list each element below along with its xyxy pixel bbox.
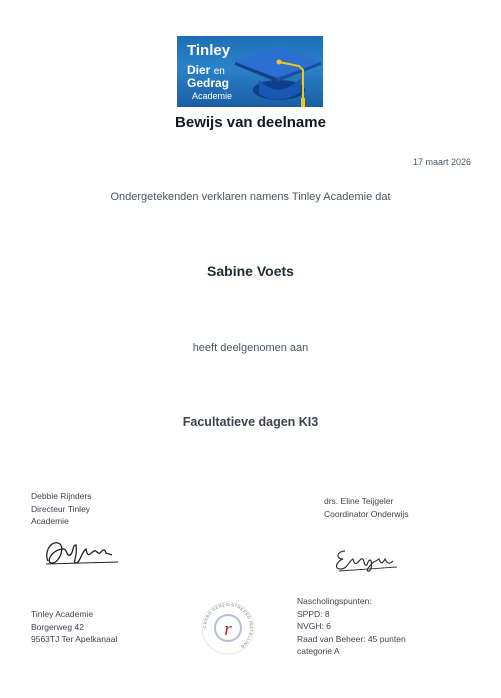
signature-right: [331, 545, 401, 575]
logo-text-gedrag: Gedrag: [187, 76, 230, 90]
seal-ring-text: CRKBO GEREGISTREERD INSTELLING: [201, 601, 255, 650]
logo-word-dier: Dier: [187, 63, 211, 77]
signatory-right: [324, 495, 409, 520]
certificate-title: Bewijs van deelname: [175, 114, 326, 131]
organisation-address: [31, 608, 117, 646]
nascholingspunten: [297, 595, 406, 658]
seal-letter: r: [224, 619, 232, 640]
took-part-text: heeft deelgenomen aan: [192, 342, 309, 354]
participant-name: Sabine Voets: [207, 263, 294, 279]
signatory-right-name: drs. Eline Teijgeler: [324, 496, 394, 506]
signatory-left: [31, 490, 91, 528]
logo-text-academie: Academie: [192, 91, 233, 101]
intro-text: Ondergetekenden verklaren namens Tinley Academie dat: [110, 191, 391, 203]
logo-word-en: en: [213, 66, 225, 77]
signatory-left-role1: Directeur Tinley: [31, 503, 91, 514]
signatory-right-role: Coordinator Onderwijs: [324, 508, 409, 519]
crkbo-seal-icon: [200, 600, 256, 656]
address-city: 9563TJ Ter Apelkanaal: [31, 634, 118, 644]
graduation-cap-icon: [229, 40, 323, 107]
points-nvgh: NVGH: 6: [297, 621, 332, 631]
signature-left: [42, 533, 122, 569]
points-heading: Nascholingspunten:: [297, 596, 372, 606]
certificate-date: 17 maart 2026: [412, 157, 471, 167]
signatory-left-role2: Academie: [31, 516, 69, 526]
points-category: categorie A: [297, 646, 340, 656]
logo-text-tinley: Tinley: [187, 42, 231, 59]
points-sppd: SPPD: 8: [297, 608, 330, 619]
address-street: Borgerweg 42: [31, 621, 84, 632]
course-name: Facultatieve dagen KI3: [182, 415, 319, 429]
tinley-logo: [177, 36, 323, 107]
points-raad: Raad van Beheer: 45 punten: [297, 633, 406, 644]
signatory-left-name: Debbie Rijnders: [31, 491, 92, 501]
address-org: Tinley Academie: [31, 609, 94, 619]
